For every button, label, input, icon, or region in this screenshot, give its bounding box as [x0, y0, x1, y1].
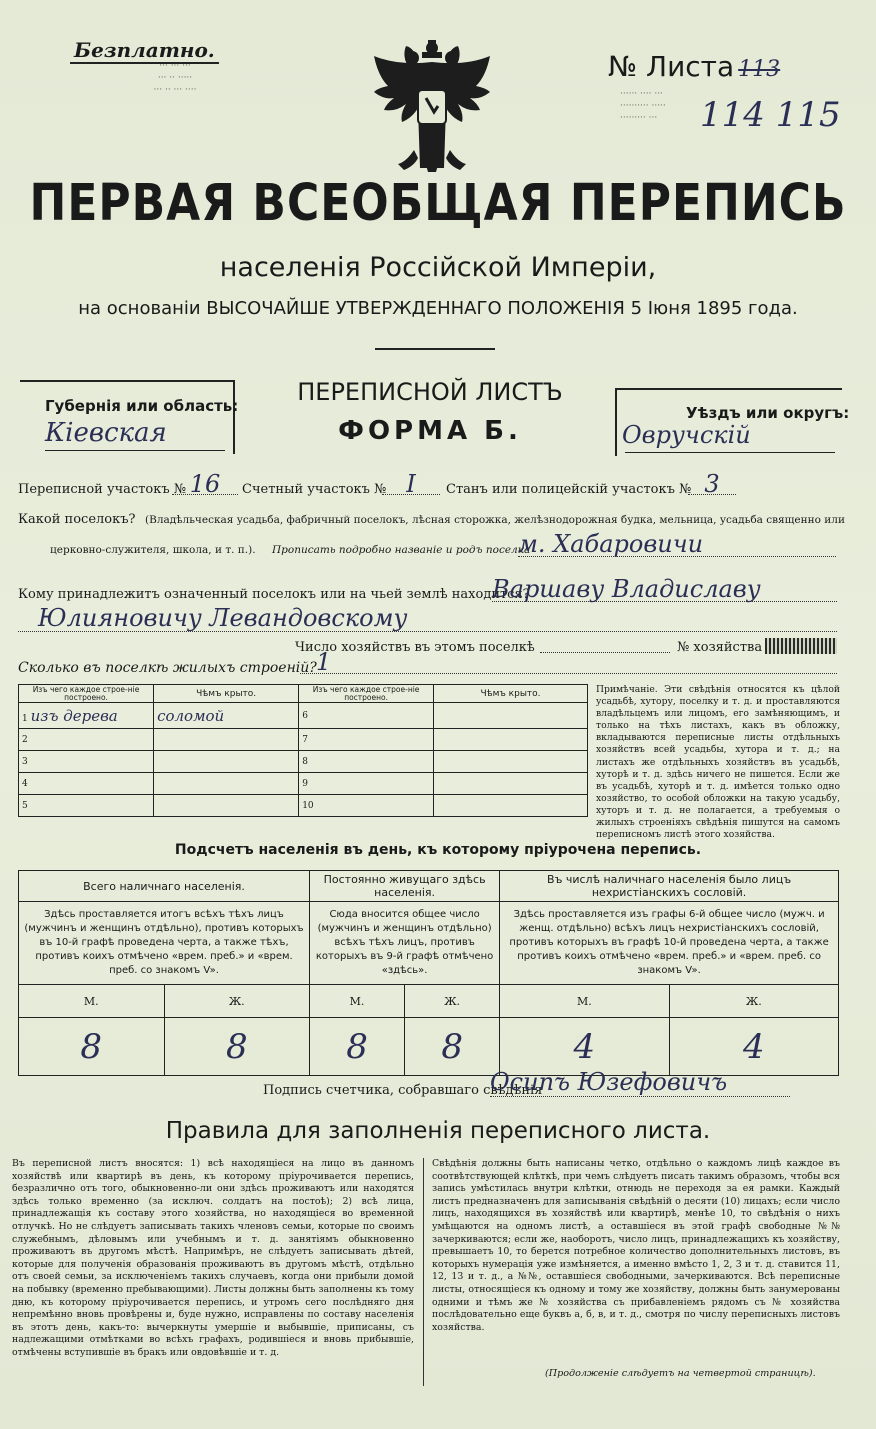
free-label: Безплатно. — [70, 38, 219, 64]
row1-roof: соломой — [154, 703, 299, 729]
buildings-value: 1 — [300, 648, 837, 674]
pop-total-f-label: Ж. — [164, 985, 310, 1018]
pop-nonchristian-m-label: М. — [500, 985, 669, 1018]
buildings-row-8: 8 — [299, 751, 434, 773]
rules-continued: (Продолженіе слѣдуетъ на четвертой страницѣ). — [545, 1368, 816, 1379]
pop-nonchristian-f-label: Ж. — [669, 985, 838, 1018]
district-underline — [625, 452, 835, 453]
rules-right-column: Свѣдѣнія должны быть написаны четко, отдѣльно о каждомъ лицѣ каждое въ соотвѣтствующей клѣткѣ, при чемъ слѣдуетъ писать такимъ образомъ, чтобы вся запись умѣстилась внутри клѣтки, отнюдь не переходя за ея рамки. Каждый листъ предназначенъ для записыванія свѣдѣній о десяти (10) лицахъ; если число лицъ, находящихся въ хозяйствѣ или квартирѣ, менѣе 10, то свѣдѣнія о нихъ умѣщаются на одномъ листѣ, а оставшіеся въ этой графѣ свободные №№ зачеркиваются; если же, наоборотъ, число лицъ, принадлежащихъ къ хозяйству, превышаетъ 10, то берется потребное количество дополнительныхъ листовъ, въ которыхъ нумерація уже измѣняется, а именно вмѣсто 1, 2, 3 и т. д. ставится 11, 12, 13 и т. д., а №№, оставшіеся свободными, зачеркиваются. Всѣ переписные листы, относящіеся къ одному и тому же хозяйству, должны быть занумерованы одними и тѣмъ же № хозяйства съ прибавленіемъ рядомъ съ № хозяйства послѣдовательно еще буквъ а, б, в, и т. д., смотря по числу переписныхъ листовъ хозяйства. — [432, 1158, 840, 1333]
count-area-label: Счетный участокъ № — [242, 482, 387, 497]
province-label: Губернія или область: — [45, 397, 239, 415]
settlement-instruction: Прописать подробно названіе и родъ поселка — [272, 544, 531, 556]
buildings-table — [18, 684, 588, 817]
row1-material: изъ дерева — [30, 706, 118, 725]
main-title: ПЕРВАЯ ВСЕОБЩАЯ ПЕРЕПИСЬ — [29, 174, 847, 233]
households-label: Число хозяйствъ въ этомъ поселкѣ — [295, 640, 535, 655]
buildings-row-3: 3 — [19, 751, 154, 773]
sheet-number-handwritten: 114 115 — [700, 95, 841, 135]
pop-col-total-title: Всего наличнаго населенія. — [19, 871, 310, 902]
count-area-value: I — [382, 470, 440, 495]
buildings-col-roof-2: Чѣмъ крыто. — [434, 685, 588, 703]
province-box-top — [20, 380, 235, 382]
pop-total-m-label: М. — [19, 985, 165, 1018]
census-area-value: 16 — [172, 470, 238, 495]
pop-nonchristian-m-value: 4 — [500, 1018, 669, 1076]
buildings-row-2: 2 — [19, 729, 154, 751]
form-title: ПЕРЕПИСНОЙ ЛИСТЪ — [297, 378, 563, 406]
province-value: Кіевская — [45, 418, 167, 448]
signature-value: Осипъ Юзефовичъ — [490, 1068, 790, 1097]
pop-col-nonchristian-title: Въ числѣ наличнаго населенія было лицъ нехристіанскихъ сословій. — [500, 871, 839, 902]
pop-nonchristian-f-value: 4 — [669, 1018, 838, 1076]
province-underline — [45, 450, 225, 451]
buildings-cell — [434, 703, 588, 729]
sheet-number-struck: 113 — [738, 57, 781, 82]
buildings-row-5: 5 — [19, 795, 154, 817]
buildings-cell — [154, 773, 299, 795]
legal-basis: на основаніи ВЫСОЧАЙШЕ УТВЕРЖДЕННАГО ПОЛОЖЕНІЯ 5 Іюня 1895 года. — [78, 298, 798, 319]
rules-divider — [423, 1158, 424, 1386]
buildings-row-9: 9 — [299, 773, 434, 795]
sheet-number-label: № Листа — [608, 50, 735, 83]
pop-permanent-m-value: 8 — [310, 1018, 405, 1076]
signature-label: Подпись счетчика, собравшаго свѣдѣнія — [263, 1083, 543, 1098]
buildings-row-4: 4 — [19, 773, 154, 795]
population-title: Подсчетъ населенія въ день, къ которому пріурочена перепись. — [174, 842, 702, 858]
buildings-cell — [434, 729, 588, 751]
buildings-row-6: 6 — [299, 703, 434, 729]
buildings-note: Примѣчаніе. Эти свѣдѣнія относятся къ цѣлой усадьбѣ, хутору, поселку и т. д. и проставляются владѣльцемъ или лицомъ, его замѣняющимъ, и только на тѣхъ листахъ, какъ въ обложку, вкладываются переписные листы отдѣльныхъ хозяйствъ всей усадьбы, хутора и т. д.; на листахъ же отдѣльныхъ хозяйствъ въ усадьбѣ, хуторѣ и т. д. здѣсь ничего не пишется. Если же въ усадьбѣ, хуторѣ и т. д. имѣется только одно хозяйство, то особой обложки на такую усадьбу, хуторъ и т. д. не полагается, а требуемыя о жилыхъ строеніяхъ свѣдѣнія пишутся на самомъ переписномъ листѣ этого хозяйства. — [596, 684, 840, 841]
buildings-cell — [434, 795, 588, 817]
pop-permanent-f-value: 8 — [405, 1018, 500, 1076]
faint-bleed-left: ··· ··· ··· ··· ·· ····· ··· ·· ··· ···· — [153, 61, 197, 95]
camp-label: Станъ или полицейскій участокъ № — [446, 482, 692, 497]
pop-total-m-value: 8 — [19, 1018, 165, 1076]
imperial-eagle-emblem — [370, 38, 495, 178]
settlement-label: Какой поселокъ? — [18, 512, 136, 527]
form-type: ФОРМА Б. — [338, 416, 522, 446]
population-table — [18, 870, 839, 1076]
owner-label: Кому принадлежитъ означенный поселокъ или на чьей землѣ находится? — [18, 587, 530, 602]
pop-permanent-f-label: Ж. — [405, 985, 500, 1018]
buildings-row-7: 7 — [299, 729, 434, 751]
buildings-col-material: Изъ чего каждое строе-ніе построено. — [19, 685, 154, 703]
buildings-cell — [434, 773, 588, 795]
settlement-hint: (Владѣльческая усадьба, фабричный поселокъ, лѣсная сторожка, желѣзнодорожная будка, мельница, усадьба священно или — [145, 514, 845, 526]
pop-col-nonchristian-desc: Здѣсь проставляется изъ графы 6-й общее число (мужч. и женщ. отдѣльно) всѣхъ лицъ нехристіанскихъ сословій, противъ которыхъ въ графѣ 10-й проведена черта, а также противъ коихъ отмѣчено «врем. преб.» и «врем. преб. со знакомъ V». — [500, 902, 839, 985]
buildings-cell — [154, 729, 299, 751]
buildings-row-10: 10 — [299, 795, 434, 817]
faint-bleed-right: ······ ···· ··· ·········· ····· ········· ··· — [620, 89, 666, 123]
district-value: Овручскій — [622, 421, 751, 449]
subtitle: населенія Россійской Имперіи, — [219, 252, 657, 283]
buildings-col-roof: Чѣмъ крыто. — [154, 685, 299, 703]
census-area-label: Переписной участокъ № — [18, 482, 187, 497]
camp-value: 3 — [688, 470, 736, 495]
buildings-label: Сколько въ поселкѣ жилыхъ строеній? — [18, 660, 317, 676]
owner-value-1: Варшаву Владиславу — [492, 575, 837, 602]
divider — [375, 348, 495, 350]
pop-col-permanent-title: Постоянно живущаго здѣсь населенія. — [310, 871, 500, 902]
sheet-number — [608, 50, 780, 83]
buildings-cell — [154, 795, 299, 817]
rules-left-column: Въ переписной листъ вносятся: 1) всѣ находящіеся на лицо въ данномъ хозяйствѣ или квартирѣ въ день, къ которому пріурочивается перепись, безразлично отъ того, обыкновенно-ли они здѣсь проживаютъ или находятся здѣсь только временно (за исключ. солдатъ на постоѣ); 2) всѣ лица, принадлежащія къ составу этого хозяйства, но находящіеся во временной отлучкѣ. Но не слѣдуетъ записывать такихъ членовъ семьи, которые по своимъ служебнымъ, дѣловымъ или учебнымъ и т. д. занятіямъ обыкновенно проживаютъ въ другомъ мѣстѣ. Напримѣръ, не слѣдуетъ записывать дѣтей, которые для полученія образованія проживаютъ въ другомъ мѣстѣ, отдѣльно отъ своей семьи, за исключеніемъ такихъ случаевъ, когда они прибыли домой на побывку (временно пребывающими). Листы должны быть заполнены къ тому дню, къ которому пріурочивается перепись, и утромъ сего послѣдняго дня непремѣнно вновь провѣрены и, буде нужно, исправлены по составу населенія въ этотъ день, какъ-то: вычеркнуты умершіе и выбывшіе, приписаны, съ надлежащими отмѣтками во всѣхъ графахъ, родившіеся и вновь прибывшіе, отмѣчены вступившіе въ бракъ или овдовѣвшіе и т. д. — [12, 1158, 414, 1358]
pop-col-permanent-desc: Сюда вносится общее число (мужчинъ и женщинъ отдѣльно) всѣхъ тѣхъ лицъ, противъ которыхъ въ 9-й графѣ отмѣчено «здѣсь». — [310, 902, 500, 985]
pop-col-total-desc: Здѣсь проставляется итогъ всѣхъ тѣхъ лицъ (мужчинъ и женщинъ отдѣльно), противъ которыхъ въ 10-й графѣ проведена черта, а также тѣхъ, противъ коихъ отмѣчено «врем. преб.» и «врем. преб. со знакомъ V». — [19, 902, 310, 985]
district-label: Уѣздъ или округъ: — [686, 404, 850, 422]
owner-value-2: Юлияновичу Левандовскому — [18, 604, 837, 632]
buildings-cell — [434, 751, 588, 773]
rules-title: Правила для заполненія переписного листа. — [165, 1118, 711, 1144]
pop-permanent-m-label: М. — [310, 985, 405, 1018]
settlement-hint2: церковно-служителя, школа, и т. п.). — [50, 544, 256, 556]
settlement-value: м. Хабаровичи — [518, 530, 836, 557]
pop-total-f-value: 8 — [164, 1018, 310, 1076]
buildings-row-1: 1 изъ дерева — [19, 703, 154, 729]
buildings-cell — [154, 751, 299, 773]
buildings-col-material-2: Изъ чего каждое строе-ніе построено. — [299, 685, 434, 703]
household-no-label: № хозяйства — [677, 640, 763, 655]
